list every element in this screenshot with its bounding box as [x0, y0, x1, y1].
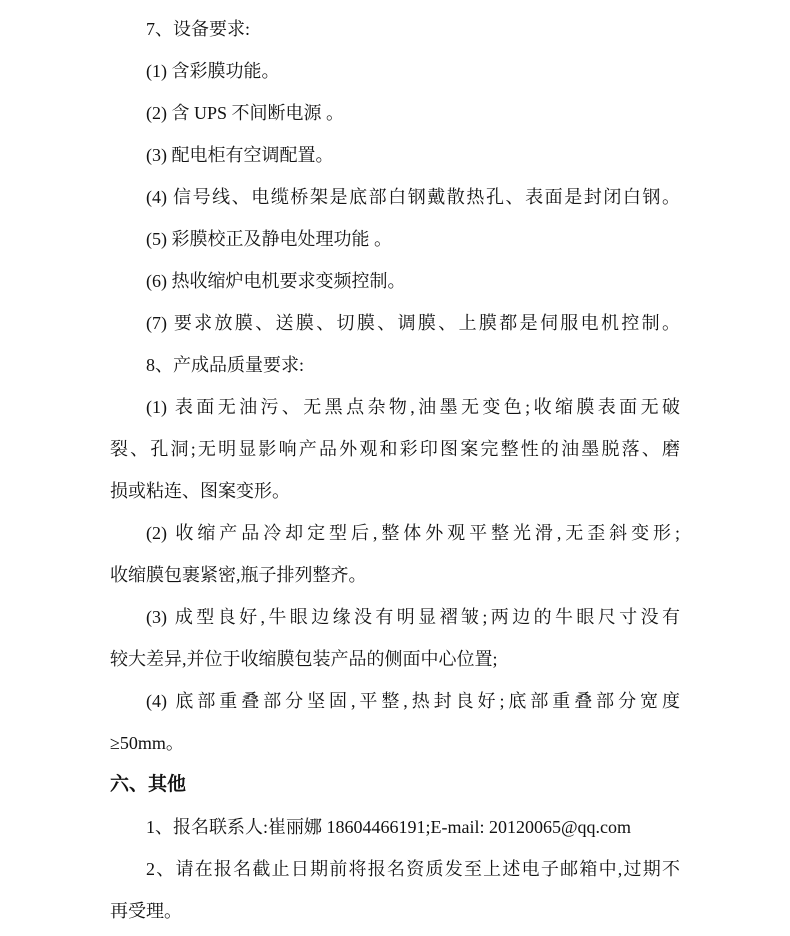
section7-title: 7、设备要求:: [146, 19, 251, 39]
deadline-note-line-2: 再受理。: [110, 901, 182, 921]
section8-item-4-line-2: ≥50mm。: [110, 733, 184, 753]
section7-item-1: (1) 含彩膜功能。: [146, 61, 280, 81]
section8-item-1-line-3: 损或粘连、图案变形。: [110, 481, 290, 501]
section8-item-1-line-2: 裂、孔洞;无明显影响产品外观和彩印图案完整性的油墨脱落、磨: [110, 439, 680, 459]
deadline-note-line-1: 2、请在报名截止日期前将报名资质发至上述电子邮箱中,过期不: [146, 859, 680, 879]
section8-title: 8、产成品质量要求:: [146, 355, 305, 375]
section8-item-3-line-2: 较大差异,并位于收缩膜包装产品的侧面中心位置;: [110, 649, 498, 669]
section7-item-3: (3) 配电柜有空调配置。: [146, 145, 334, 165]
section8-item-2-line-1: (2) 收缩产品冷却定型后,整体外观平整光滑,无歪斜变形;: [146, 523, 680, 543]
section7-item-7: (7) 要求放膜、送膜、切膜、调膜、上膜都是伺服电机控制。: [146, 313, 680, 333]
section6-other-heading: 六、其他: [110, 774, 187, 795]
section8-item-4-line-1: (4) 底部重叠部分坚固,平整,热封良好;底部重叠部分宽度: [146, 691, 680, 711]
section7-item-4: (4) 信号线、电缆桥架是底部白钢戴散热孔、表面是封闭白钢。: [146, 187, 680, 207]
section8-item-3-line-1: (3) 成型良好,牛眼边缘没有明显褶皱;两边的牛眼尺寸没有: [146, 607, 680, 627]
section8-item-2-line-2: 收缩膜包裹紧密,瓶子排列整齐。: [110, 565, 367, 585]
section7-item-6: (6) 热收缩炉电机要求变频控制。: [146, 271, 406, 291]
section8-item-1-line-1: (1) 表面无油污、无黑点杂物,油墨无变色;收缩膜表面无破: [146, 397, 680, 417]
section7-item-2: (2) 含 UPS 不间断电源 。: [146, 103, 345, 123]
contact-info-line: 1、报名联系人:崔丽娜 18604466191;E-mail: 20120065@qq.com: [146, 817, 632, 837]
section7-item-5: (5) 彩膜校正及静电处理功能 。: [146, 229, 392, 249]
